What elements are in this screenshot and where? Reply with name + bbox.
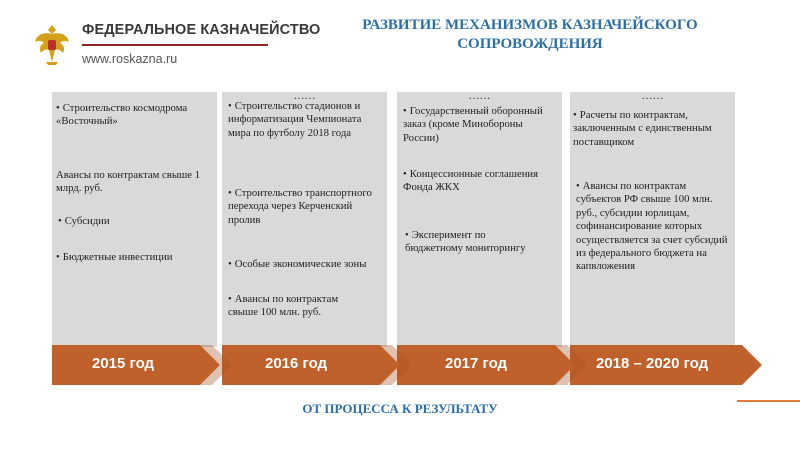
column-item: • Концессионные соглашения Фонда ЖКХ bbox=[403, 168, 539, 194]
timeline-label: 2018 – 2020 год bbox=[596, 355, 709, 372]
column-item: • Особые экономические зоны bbox=[228, 258, 367, 270]
footer-accent-line bbox=[737, 400, 800, 402]
column-item: • Бюджетные инвестиции bbox=[56, 251, 173, 263]
column-item: • Строительство транспортного перехода через Керченский пролив bbox=[228, 187, 372, 226]
continuation-dots: …… bbox=[641, 90, 664, 102]
org-name: ФЕДЕРАЛЬНОЕ КАЗНАЧЕЙСТВО bbox=[82, 22, 321, 38]
column-item: • Авансы по контрактам свыше 100 млн. руб. bbox=[228, 293, 339, 319]
column-item: • Строительство космодрома «Восточный» bbox=[56, 102, 188, 128]
column-item: • Авансы по контрактам субъектов РФ свыше 100 млн. руб., субсидии юрлицам, софинансирование которых осуществляется за счет субсидий из федерального бюджета на капвложения bbox=[576, 180, 728, 273]
site-url[interactable]: www.roskazna.ru bbox=[82, 52, 178, 66]
title-line-1: РАЗВИТИЕ МЕХАНИЗМОВ КАЗНАЧЕЙСКОГО bbox=[362, 17, 698, 33]
footer-caption: ОТ ПРОЦЕССА К РЕЗУЛЬТАТУ bbox=[302, 401, 498, 416]
column-item: • Расчеты по контрактам, заключенным с единственным поставщиком bbox=[573, 109, 712, 148]
continuation-dots: …… bbox=[293, 90, 316, 102]
timeline-label: 2016 год bbox=[265, 355, 328, 372]
timeline-label: 2017 год bbox=[445, 355, 508, 372]
column-item: Авансы по контрактам свыше 1 млрд. руб. bbox=[56, 169, 201, 195]
column-item: • Строительство стадионов и информатизация Чемпионата мира по футболу 2018 года bbox=[228, 100, 362, 139]
continuation-dots: …… bbox=[468, 90, 491, 102]
column-item: • Субсидии bbox=[58, 215, 110, 227]
timeline-label: 2015 год bbox=[92, 355, 155, 372]
column-item: • Эксперимент по бюджетному мониторингу bbox=[405, 229, 526, 255]
title-line-2: СОПРОВОЖДЕНИЯ bbox=[457, 36, 603, 52]
column-item: • Государственный оборонный заказ (кроме Минобороны России) bbox=[403, 105, 543, 144]
